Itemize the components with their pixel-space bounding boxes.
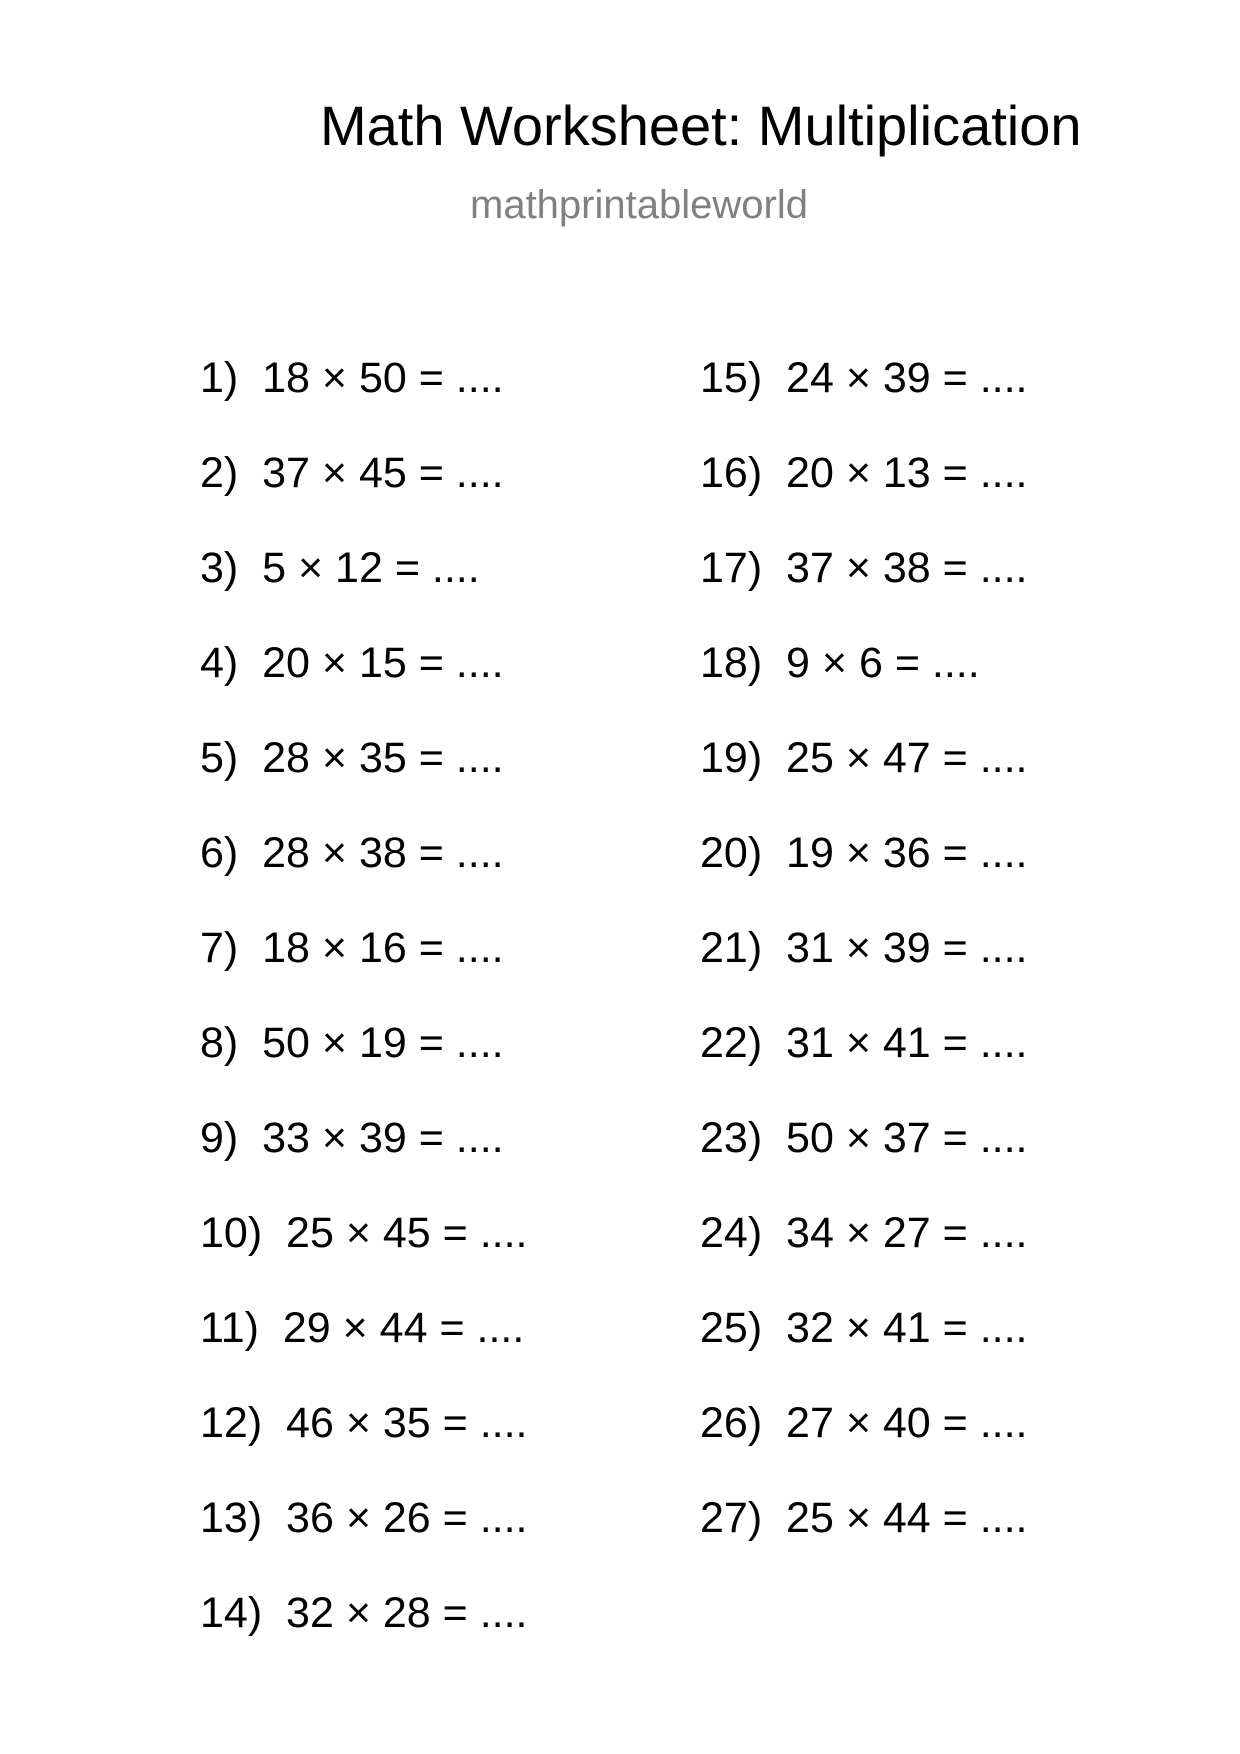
problem-column-left <box>200 350 528 1680</box>
problem-item: 4) 20 × 15 = .... <box>200 639 504 687</box>
problem-item: 5) 28 × 35 = .... <box>200 734 504 782</box>
problem-item: 18) 9 × 6 = .... <box>700 639 980 687</box>
problem-item: 23) 50 × 37 = .... <box>700 1114 1028 1162</box>
problem-item: 1) 18 × 50 = .... <box>200 354 504 402</box>
problem-item: 24) 34 × 27 = .... <box>700 1209 1028 1257</box>
problem-item: 6) 28 × 38 = .... <box>200 829 504 877</box>
problem-item: 22) 31 × 41 = .... <box>700 1019 1028 1067</box>
problem-column-right <box>700 350 1028 1585</box>
problem-item: 21) 31 × 39 = .... <box>700 924 1028 972</box>
problem-item: 26) 27 × 40 = .... <box>700 1399 1028 1447</box>
problem-item: 19) 25 × 47 = .... <box>700 734 1028 782</box>
problem-item: 16) 20 × 13 = .... <box>700 449 1028 497</box>
problem-item: 9) 33 × 39 = .... <box>200 1114 504 1162</box>
problem-item: 25) 32 × 41 = .... <box>700 1304 1028 1352</box>
worksheet-subtitle: mathprintableworld <box>470 183 808 227</box>
problem-item: 7) 18 × 16 = .... <box>200 924 504 972</box>
problem-item: 8) 50 × 19 = .... <box>200 1019 504 1067</box>
problem-item: 3) 5 × 12 = .... <box>200 544 480 592</box>
problem-item: 17) 37 × 38 = .... <box>700 544 1028 592</box>
problem-item: 20) 19 × 36 = .... <box>700 829 1028 877</box>
problem-item: 13) 36 × 26 = .... <box>200 1494 528 1542</box>
problem-item: 12) 46 × 35 = .... <box>200 1399 528 1447</box>
worksheet-title: Math Worksheet: Multiplication <box>320 94 1082 157</box>
problem-item: 2) 37 × 45 = .... <box>200 449 504 497</box>
problem-item: 15) 24 × 39 = .... <box>700 354 1028 402</box>
problem-item: 27) 25 × 44 = .... <box>700 1494 1028 1542</box>
problem-item: 10) 25 × 45 = .... <box>200 1209 528 1257</box>
problem-item: 11) 29 × 44 = .... <box>200 1304 525 1352</box>
problem-item: 14) 32 × 28 = .... <box>200 1589 528 1637</box>
